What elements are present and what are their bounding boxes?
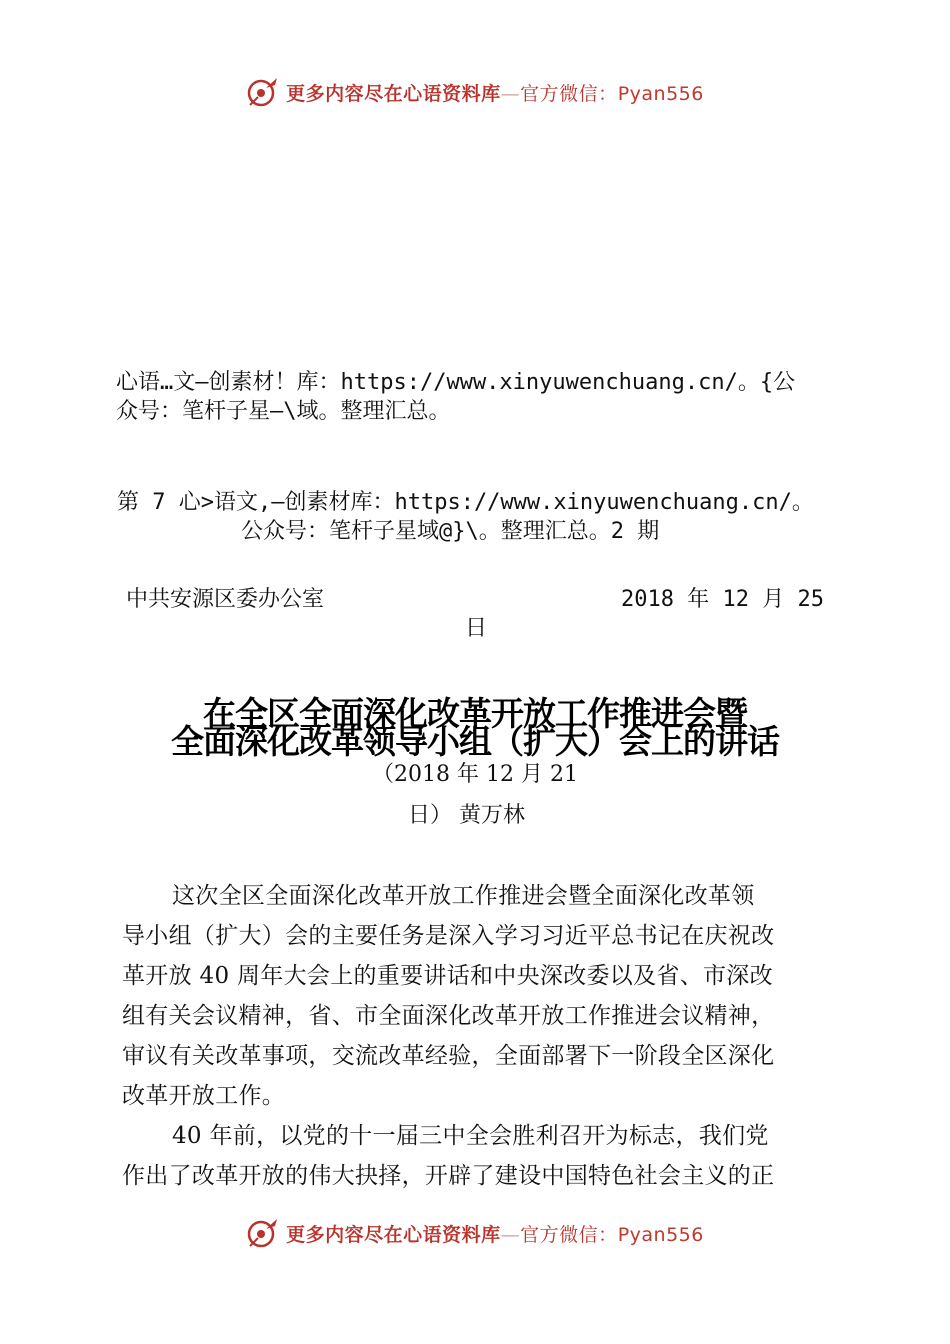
banner-separator: —: [500, 1223, 521, 1246]
body-paragraph-2: [122, 1116, 842, 1196]
footer-banner: [0, 1213, 950, 1253]
issuing-office: 中共安源区委办公室: [126, 587, 325, 612]
paragraph-line: 这次全区全面深化改革开放工作推进会暨全面深化改革领: [172, 883, 755, 909]
paragraph-line: 审议有关改革事项，交流改革经验，全面部署下一阶段全区深化: [122, 1043, 775, 1069]
paragraph-line: 40 年前，以党的十一届三中全会胜利召开为标志，我们党: [172, 1123, 769, 1149]
speech-title-line-2: 全面深化改革领导小组（扩大）会上的讲话: [171, 722, 779, 761]
banner-wechat-id: Pyan556: [617, 1223, 704, 1246]
paragraph-line: 作出了改革开放的伟大抉择，开辟了建设中国特色社会主义的正: [122, 1163, 775, 1189]
issue-date: 2018 年 12 月 25: [621, 587, 824, 612]
issue-line-1: 第 7 心>语文,—创素材库：https://www.xinyuwenchuang.cn/。: [117, 490, 814, 515]
banner-wechat-id: Pyan556: [617, 82, 704, 105]
speech-author: 日） 黄万林: [408, 803, 525, 828]
header-banner: [0, 72, 950, 112]
speech-title-line-1: 在全区全面深化改革开放工作推进会暨: [203, 694, 747, 733]
notice-line-2: 众号：笔杆子星—\域。整理汇总。: [116, 399, 451, 424]
paragraph-line: 导小组（扩大）会的主要任务是深入学习习近平总书记在庆祝改: [122, 923, 775, 949]
issue-date-tail: 日: [465, 616, 488, 641]
notice-line-1: 心语…文—创素材！库：https://www.xinyuwenchuang.cn/。{公: [116, 370, 796, 395]
banner-slogan: 更多内容尽在心语资料库: [286, 1223, 501, 1246]
paragraph-line: 改革开放工作。: [122, 1083, 286, 1109]
banner-wechat-label: 官方微信：: [520, 1223, 618, 1246]
pen-logo-icon: [246, 1216, 280, 1250]
pen-logo-icon: [246, 75, 280, 109]
banner-slogan: 更多内容尽在心语资料库: [286, 82, 501, 105]
paragraph-line: 组有关会议精神，省、市全面深化改革开放工作推进会议精神，: [122, 1003, 775, 1029]
paragraph-line: 革开放 40 周年大会上的重要讲话和中央深改委以及省、市深改: [122, 963, 773, 989]
speech-date: （2018 年 12 月 21: [372, 762, 578, 787]
issue-line-2: 公众号：笔杆子星域@}\。整理汇总。2 期: [241, 519, 660, 544]
banner-separator: —: [500, 82, 521, 105]
body-paragraph-1: [122, 876, 842, 1116]
banner-wechat-label: 官方微信：: [520, 82, 618, 105]
